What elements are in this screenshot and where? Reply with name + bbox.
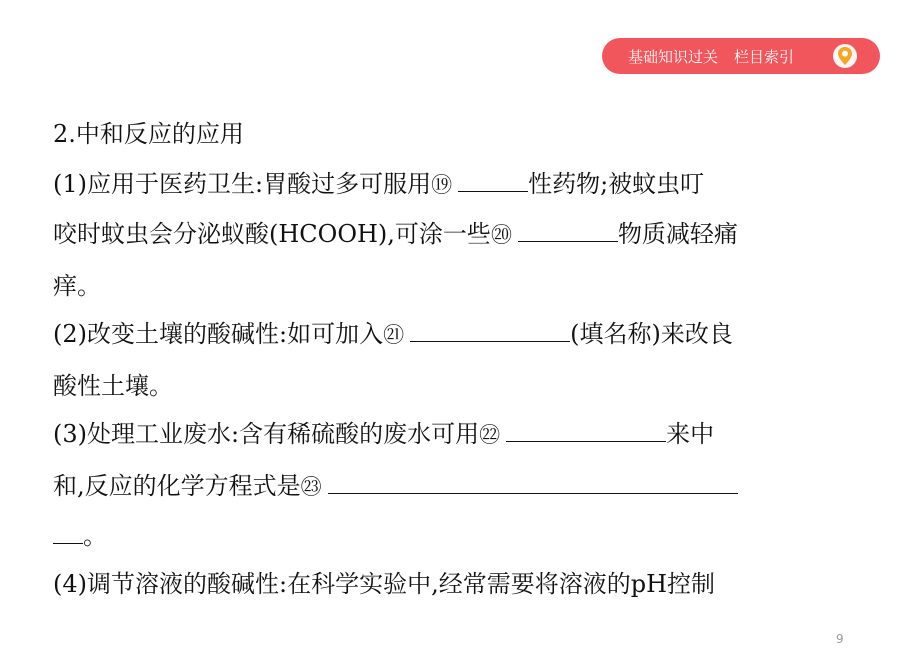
answer-blank-22[interactable] [506,419,666,442]
answer-blank-20[interactable] [518,219,618,242]
answer-blank-19[interactable] [458,169,528,192]
answer-blank-23-continued[interactable] [53,527,83,544]
paragraph-line-8: 。 [53,520,107,552]
answer-blank-23[interactable] [328,471,738,494]
paragraph-line-1: (1)应用于医药卫生:胃酸过多可服用⑲ 性药物;被蚊虫叮 [53,170,705,198]
paragraph-line-7: 和,反应的化学方程式是㉓ [53,470,738,503]
blank-number-22: ㉒ [479,423,501,447]
map-pin-icon[interactable] [832,43,858,69]
paragraph-line-2: 咬时蚊虫会分泌蚁酸(HCOOH),可涂一些⑳ 物质减轻痛 [53,220,738,248]
answer-blank-21[interactable] [410,319,570,342]
paragraph-line-6: (3)处理工业废水:含有稀硫酸的废水可用㉒ 来中 [53,420,715,448]
paragraph-line-3: 痒。 [53,272,101,300]
blank-number-20: ⑳ [490,223,512,247]
blank-number-21: ㉑ [383,323,405,347]
blank-number-19: ⑲ [431,173,453,197]
blank-number-23: ㉓ [300,475,322,499]
paragraph-line-4: (2)改变土壤的酸碱性:如可加入㉑ (填名称)来改良 [53,320,733,348]
page-number: 9 [836,632,844,646]
paragraph-line-9: (4)调节溶液的酸碱性:在科学实验中,经常需要将溶液的pH控制 [53,570,716,598]
nav-link-basic-knowledge[interactable]: 基础知识过关 [628,47,719,66]
nav-link-column-index[interactable]: 栏目索引 [734,47,795,66]
paragraph-line-5: 酸性土壤。 [53,372,173,400]
section-heading: 2.中和反应的应用 [53,120,244,148]
section-nav-bar [602,38,880,74]
